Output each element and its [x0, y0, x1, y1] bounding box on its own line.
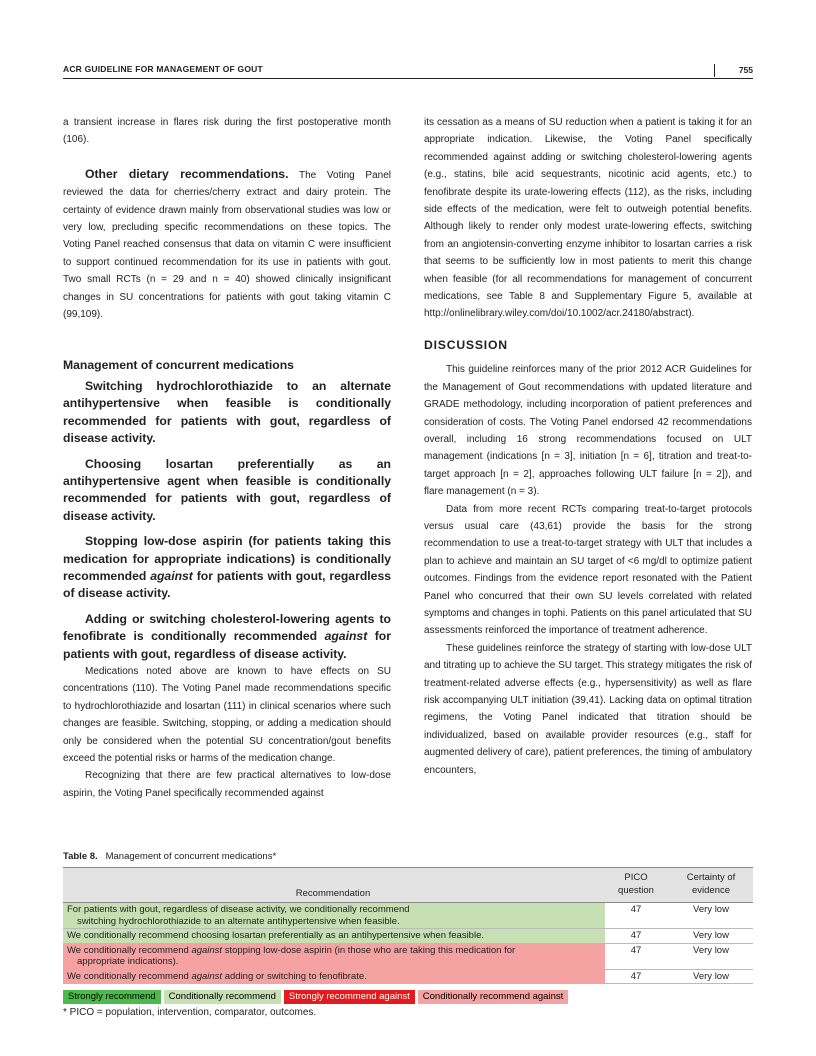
row-recommendation: We conditionally recommend choosing losartan preferentially as an antihypertensive when feasible. [63, 929, 605, 943]
dietary-body: The Voting Panel reviewed the data for cherries/cherry extract and dairy protein. The certainty of evidence drawn mainly from observational studies was low or very low, precluding specific recommendations on these topics. The Voting Panel reached consensus that data on vitamin C were insufficient to support continued recommendation for its use in patients with gout. Two small RCTs (n = 29 and n = 40) showed clinically insignificant changes in SU concentrations for patients with gout taking vitamin C (99,109). [63, 169, 391, 321]
right-column [424, 114, 752, 779]
dietary-paragraph [63, 166, 391, 324]
legend-conditionally-recommend: Conditionally recommend [164, 990, 281, 1004]
header-recommendation: Recommendation [295, 888, 371, 899]
legend-conditionally-recommend-against: Conditionally recommend against [418, 990, 568, 1004]
row-intro-text: For patients with gout, regardless of disease activity, we conditionally recommend [67, 904, 410, 915]
header-certainty [669, 871, 753, 897]
recommendation-aspirin [63, 533, 391, 603]
table-caption-text: Management of concurrent medications* [105, 851, 277, 862]
legend-strongly-recommend-against: Strongly recommend against [284, 990, 415, 1004]
row-recommendation [63, 944, 605, 969]
table-header-row [63, 867, 753, 903]
page-number: 755 [738, 65, 753, 75]
left-paragraph-1: a transient increase in flares risk during the first postoperative month (106). [63, 117, 391, 146]
table-footnote: * PICO = population, intervention, comparator, outcomes. [63, 1007, 317, 1018]
table-row [63, 929, 753, 944]
recommendation-fenofibrate [63, 611, 391, 663]
row-text-post: adding or switching to fenofibrate. [222, 970, 367, 982]
row-pico: 47 [630, 904, 642, 915]
header-pico [603, 871, 669, 897]
row-text: switching hydrochlorothiazide to an alternate antihypertensive when feasible. [77, 915, 400, 927]
section-heading-concurrent-medications: Management of concurrent medications [63, 358, 294, 373]
table-caption [63, 851, 276, 862]
row-text-emphasis: against [191, 944, 223, 956]
legend-strongly-recommend: Strongly recommend [63, 990, 161, 1004]
header-certainty-line2: evidence [691, 885, 731, 896]
left-paragraph-medications: Medications noted above are known to have effects on SU concentrations (110). The Voting Panel made recommendations specific to hydrochlorothiazide and losartan (111) in clinical scenarios where such changes are feasible. Switching, stopping, or adding a medication should only be considered when the potential SU concentration/gout benefits exceed the potential risks or harms of the medication change. [63, 665, 391, 764]
left-paragraph-aspirin: Recognizing that there are few practical alternatives to low-dose aspirin, the Voting Panel specifically recommended against [63, 770, 391, 799]
row-recommendation [63, 970, 605, 984]
journal-running-title: ACR GUIDELINE FOR MANAGEMENT OF GOUT [63, 64, 263, 74]
row-text-pre: We conditionally recommend [67, 970, 192, 982]
header-rule [63, 78, 753, 79]
row-certainty: Very low [693, 970, 729, 982]
recommendation-hydrochlorothiazide: Switching hydrochlorothiazide to an alternate antihypertensive when feasible is conditionally recommended for patients with gout, regardless of disease activity. [63, 378, 391, 446]
rec-fenofibrate-emphasis: against [324, 629, 368, 644]
right-paragraph-1: its cessation as a means of SU reduction when a patient is taking it for an appropriate indication. Likewise, the Voting Panel specifically recommended against adding or switching cholesterol-lowering agents (e.g., statins, bile acid sequestrants, nicotinic acid agents, etc.) to fenofibrate despite its urate-lowering effects (112), as the risks, including side effects of the medication, were felt to outweigh potential benefits. Although likely to render only modest urate-lowering effects, switching from an angiotensin-converting enzyme inhibitor to losartan carries a risk that seems to be sufficiently low in most patients to merit this change when feasible (for all recommendations for management of concurrent medications, see Table 8 and Supplementary Figure 5, available at http://onlinelibrary.wiley.com/doi/10.1002/acr.24180/abstract). [424, 117, 752, 320]
rec-fenofibrate-part2: for patients with gout, regardless of disease activity. [63, 629, 391, 661]
row-certainty: Very low [693, 930, 729, 941]
row-text-pre: We conditionally recommend [67, 944, 192, 956]
header-certainty-line1: Certainty of [686, 872, 736, 883]
row-pico: 47 [630, 930, 642, 941]
rec-fenofibrate-part1: Adding or switching cholesterol-lowering agents to fenofibrate is conditionally recommended [63, 611, 391, 644]
left-column [63, 114, 391, 802]
recommendation-losartan: Choosing losartan preferentially as an antihypertensive agent when feasible is conditionally recommended for patients with gout, regardless of disease activity. [63, 456, 391, 523]
running-header [63, 62, 753, 78]
row-text-emphasis: against [191, 970, 223, 982]
row-pico: 47 [630, 944, 642, 956]
concurrent-medications-table [63, 867, 753, 1018]
row-recommendation [63, 903, 605, 928]
rec-aspirin-part1: Stopping low-dose aspirin (for patients taking this medication for appropriate indications) is conditionally recommended [63, 534, 391, 583]
table-row [63, 970, 753, 985]
table-label: Table 8. [63, 851, 98, 862]
header-pico-line1: PICO [624, 872, 648, 883]
table-row [63, 903, 753, 929]
table-row [63, 944, 753, 970]
header-pico-line2: question [618, 885, 654, 896]
row-certainty: Very low [693, 944, 729, 956]
discussion-paragraph-1: This guideline reinforces many of the prior 2012 ACR Guidelines for the Management of Gout recommendations with updated literature and GRADE methodology, including incorporation of patient preferences and consideration of costs. The Voting Panel endorsed 42 recommendations overall, including 16 strong recommendations focused on ULT management (indications [n = 3], initiation [n = 6], titration and treat-to-target approach [n = 2], approaches following ULT failure [n = 2]), and flare management (n = 3). [424, 364, 752, 498]
row-text-continued: appropriate indications). [77, 956, 179, 967]
row-text-post: stopping low-dose aspirin (in those who are taking this medication for [222, 944, 516, 956]
table-legend [63, 990, 753, 1004]
rec-aspirin-emphasis: against [150, 568, 193, 583]
header-divider [714, 64, 715, 77]
rec-aspirin-part2: for patients with gout, regardless of disease activity. [63, 568, 391, 601]
section-heading-discussion: DISCUSSION [424, 337, 508, 352]
row-pico: 47 [630, 970, 642, 982]
row-certainty: Very low [693, 904, 729, 915]
discussion-paragraph-2: Data from more recent RCTs comparing treat-to-target protocols versus usual care (43,61) provide the basis for the strong recommendation to use a treat-to-target strategy with ULT that includes a plan to achieve and maintain an SU target of <6 mg/dl to optimize patient outcomes. Findings from the evidence report resonated with the Patient Panel who concurred that their own SU levels correlated with related symptoms and changes in tophi. Patients on this panel articulated that SU assessments reinforced the importance of treatment adherence. [424, 503, 752, 637]
discussion-paragraph-3: These guidelines reinforce the strategy of starting with low-dose ULT and titrating up to achieve the SU target. This strategy mitigates the risk of treatment-related adverse effects (e.g., hypersensitivity) as well as flare risk accompanying ULT initiation (39,41). Lacking data on optimal titration regimens, the Voting Panel indicated that titration should be individualized, based on available provider resources (e.g., staff for augmented delivery of care), patient preferences, the timing of ambulatory encounters, [424, 642, 752, 776]
dietary-heading: Other dietary recommendations. [85, 166, 289, 181]
